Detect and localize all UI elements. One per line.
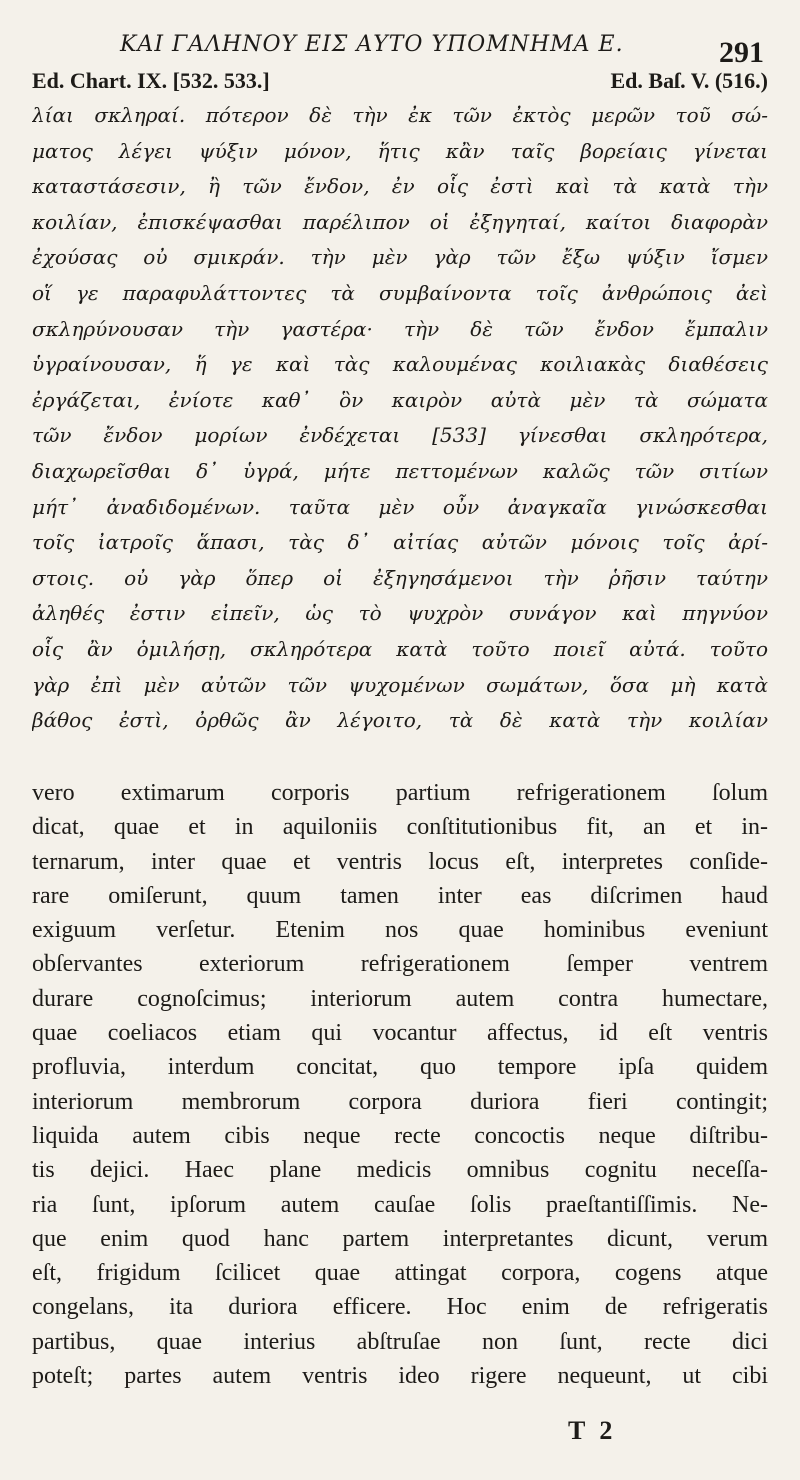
- latin-line: liquida autem cibis neque recte concoctis neque diſtribu-: [32, 1122, 768, 1149]
- greek-line: ματος λέγει ψύξιν μόνον, ἥτις κἂν ταῖς βορείαις γίνεται: [32, 138, 768, 163]
- latin-line: rare omiſerunt, quum tamen inter eas diſcrimen haud: [32, 882, 768, 909]
- latin-line: tis dejici. Haec plane medicis omnibus cognitu neceſſa-: [32, 1157, 768, 1184]
- latin-line: exiguum verſetur. Etenim nos quae hominibus eveniunt: [32, 917, 768, 944]
- greek-line: τοῖς ἰατροῖς ἅπασι, τὰς δ᾽ αἰτίας αὐτῶν μόνοις τοῖς ἀρί-: [32, 530, 768, 555]
- page-number: 291: [719, 36, 764, 69]
- latin-line: congelans, ita duriora efficere. Hoc enim de refrigeratis: [32, 1294, 768, 1321]
- greek-line: σκληρύνουσαν τὴν γαστέρα· τὴν δὲ τῶν ἔνδον ἔμπαλιν: [32, 316, 768, 341]
- latin-line: ria ſunt, ipſorum autem cauſae ſolis praeſtantiſſimis. Ne-: [32, 1191, 768, 1218]
- latin-line: que enim quod hanc partem interpretantes dicunt, verum: [32, 1225, 768, 1252]
- greek-line: ἐργάζεται, ἐνίοτε καθ᾽ ὃν καιρὸν αὐτὰ μὲν τὰ σώματα: [32, 387, 768, 412]
- latin-line: partibus, quae interius abſtruſae non ſunt, recte dici: [32, 1328, 768, 1355]
- running-head: [0, 26, 800, 69]
- greek-line: κοιλίαν, ἐπισκέψασθαι παρέλιπον οἱ ἐξηγηταί, καίτοι διαφορὰν: [32, 209, 768, 234]
- greek-line: οἵ γε παραφυλάττοντες τὰ συμβαίνοντα τοῖς ἀνθρώποις ἀεὶ: [32, 280, 768, 305]
- latin-line: profluvia, interdum concitat, quo tempore ipſa quidem: [32, 1054, 768, 1081]
- edition-chart-reference: Ed. Chart. IX. [532. 533.]: [32, 68, 270, 93]
- signature-mark: T 2: [568, 1416, 617, 1445]
- greek-line: μήτ᾽ ἀναδιδομένων. ταῦτα μὲν οὖν ἀναγκαῖα γινώσκεσθαι: [32, 494, 768, 519]
- greek-line: βάθος ἐστὶ, ὀρθῶς ἂν λέγοιτο, τὰ δὲ κατὰ τὴν κοιλίαν: [32, 708, 768, 733]
- greek-line: ὑγραίνουσαν, ἥ γε καὶ τὰς καλουμένας κοιλιακὰς διαθέσεις: [32, 352, 768, 377]
- greek-line: ἐχούσας οὐ σμικράν. τὴν μὲν γὰρ τῶν ἔξω ψύξιν ἴσμεν: [32, 245, 768, 270]
- latin-line: obſervantes exteriorum refrigerationem ſemper ventrem: [32, 951, 768, 978]
- latin-line: vero extimarum corporis partium refrigerationem ſolum: [32, 780, 768, 806]
- greek-line: στοις. οὐ γὰρ ὅπερ οἱ ἐξηγησάμενοι τὴν ῥῆσιν ταύτην: [32, 565, 768, 590]
- greek-line: τῶν ἔνδον μορίων ἐνδέχεται [533] γίνεσθαι σκληρότερα,: [32, 423, 768, 448]
- running-title: ΚΑΙ ΓΑΛΗΝΟΥ ΕΙΣ ΑΥΤΟ ΥΠΟΜΝΗΜΑ Ε.: [120, 32, 624, 57]
- greek-line: γὰρ ἐπὶ μὲν αὐτῶν τῶν ψυχομένων σωμάτων, ὅσα μὴ κατὰ: [32, 672, 768, 697]
- latin-line: eſt, frigidum ſcilicet quae attingat corpora, cogens atque: [32, 1260, 768, 1287]
- latin-line: ternarum, inter quae et ventris locus eſt, interpretes conſide-: [32, 848, 768, 875]
- greek-line: διαχωρεῖσθαι δ᾽ ὑγρά, μήτε πεττομένων καλῶς τῶν σιτίων: [32, 458, 768, 483]
- latin-line: quae coeliacos etiam qui vocantur affectus, id eſt ventris: [32, 1020, 768, 1047]
- greek-line: καταστάσεσιν, ἢ τῶν ἔνδον, ἐν οἷς ἐστὶ καὶ τὰ κατὰ τὴν: [32, 174, 768, 199]
- latin-line: dicat, quae et in aquiloniis conſtitutionibus fit, an et in-: [32, 814, 768, 841]
- latin-text-block: [32, 776, 768, 1393]
- greek-line: οἷς ἂν ὁμιλήσῃ, σκληρότερα κατὰ τοῦτο ποιεῖ αὐτά. τοῦτο: [32, 636, 768, 661]
- greek-line: λίαι σκληραί. πότερον δὲ τὴν ἐκ τῶν ἐκτὸς μερῶν τοῦ σώ-: [32, 103, 768, 127]
- latin-line: interiorum membrorum corpora duriora fieri contingit;: [32, 1088, 768, 1115]
- edition-reference-line: [32, 68, 768, 98]
- greek-line: ἀληθές ἐστιν εἰπεῖν, ὡς τὸ ψυχρὸν συνάγον καὶ πηγνύον: [32, 601, 768, 626]
- edition-basel-reference: Ed. Baſ. V. (516.): [610, 68, 768, 93]
- greek-text-block: [32, 98, 768, 739]
- latin-line: durare cognoſcimus; interiorum autem contra humectare,: [32, 985, 768, 1012]
- latin-line: poteſt; partes autem ventris ideo rigere nequeunt, ut cibi: [32, 1363, 768, 1390]
